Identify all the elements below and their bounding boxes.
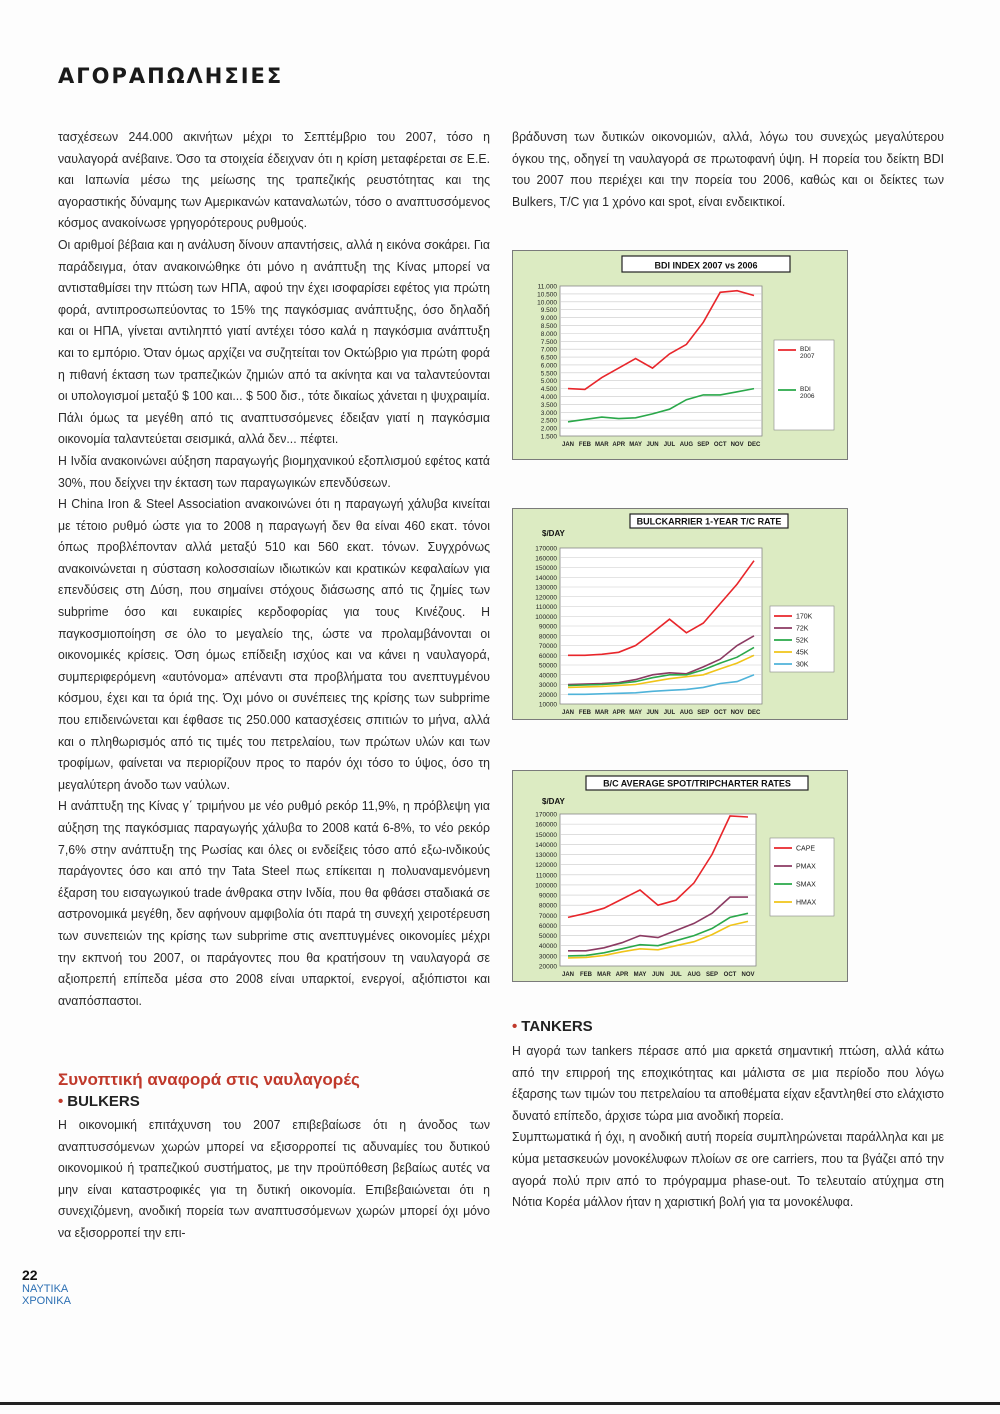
chart-title: BULCKARRIER 1-YEAR T/C RATE [636,516,782,527]
legend-label: BDI [800,346,811,353]
y-tick-label: 70000 [538,643,557,650]
y-axis-label: $/DAY [542,797,565,806]
x-tick-label: APR [612,442,626,448]
y-tick-label: 150000 [535,565,557,572]
magazine-name: ΝΑΥΤΙΚΑ [22,1283,69,1295]
x-tick-label: OCT [723,972,737,978]
x-tick-label: DEC [747,710,761,716]
x-tick-label: JUN [646,710,659,716]
y-tick-label: 4.500 [540,386,557,394]
paragraph: Η China Iron & Steel Association ανακοινώνει ότι η παραγωγή χάλυβα κινείται με τέτοιο ρυθμό ώστε για το 2008 η παραγωγή δεν θα είναι 460 εκατ. τόνοι όπως προβλέπονταν αλλά μεταξύ 510 και 560 εκατ. τόνων. Συγχρόνως ανακοινώνεται η σύσταση κολοσσιαίων ιδιωτικών και κρατικών κεφαλαίων για επενδύσεις στη Δύση, που σημαίνει στόχους διάσωσης από τις ζημίες των subprime όσο και ευκαιρίες κερδοφορίας για τους Κινέζους. Η παγκοσμιοποίηση σε όλο το μεγαλείο της, ώστε να προλαμβάνονται οι οικονομικές κρίσεις. Όση όμως επίδειξη ισχύος και να κάνει η ναυλαγορά, συμπεριφερόμενη «αυτόνομα» απέναντι στα προβλήματα του ανεπτυγμένου κόσμου, έχει και τα όριά της. Όχι μόνο οι συνέπειες της κρίσης των subprime που επιδεινώνεται και έφθασε τις 250.000 κατασχέσεις σπιτιών το μήνα, αλλά και ο πληθωρισμός από τις τιμές του πετρελαίου, των πρώτων υλών και των τροφίμων, φαίνεται να περιορίζουν προς το παρόν όχι τόσο το ύψος, όσο τη μεγαλύτερη άνοδο των ναύλων. [58,496,490,792]
x-tick-label: MAY [629,710,643,716]
paragraph: Οι αριθμοί βέβαια και η ανάλυση δίνουν απαντήσεις, αλλά η εικόνα σοκάρει. Για παράδειγμα, όταν ανακοινώθηκε ότι μόνο η ανάπτυξη της Κίνας μπορεί να αντισταθμίσει την πτώση των ΗΠΑ, αφού την έχει ισοφαρίσει εφέτος για πρώτη φορά, αντιπροσωπεύοντας το 15% της παγκόσμιας ανάπτυξης, όσο δηλαδή και οι ΗΠΑ, γίνεται αντιληπτό γιατί αντέχει τόσο καλά η παγκόσμια ανάπτυξη και το εμπόριο. Όταν όμως αρχίζει να συζητείται τον Οκτώβριο για πρώτη φορά η πιθανή έκταση των τραπεζικών ζημιών από τα ακίνητα και να ταλαντεύονται οι υπολογισμοί μεταξύ $ 100 και... $ 500 δισ., τότε δικαίως χάνεται η ψυχραιμία. Πάλι όμως τα μεγέθη από τις αναπτυσσόμενες έδειξαν γιατί η παγκόσμια οικονομία ταλαντεύεται σεισμικά, αλλά δεν... πέφτει. [58,236,490,447]
legend-label: SMAX [796,881,816,889]
x-tick-label: SEP [705,972,719,978]
legend-label: 30K [796,661,809,669]
spot-rate-chart [512,770,848,982]
y-tick-label: 5.000 [540,378,557,386]
left-column [58,126,490,1011]
y-tick-label: 110000 [535,604,557,611]
y-tick-label: 7.500 [540,338,557,346]
legend-label: 72K [796,625,809,633]
tankers-heading-text: TANKERS [521,1018,593,1035]
x-tick-label: JAN [561,972,575,978]
y-tick-label: 2.000 [540,425,557,433]
y-tick-label: 120000 [535,862,557,870]
y-tick-label: 170000 [535,545,557,553]
y-tick-label: 130000 [535,584,557,592]
x-tick-label: OCT [713,442,727,448]
x-tick-label: JAN [561,442,575,448]
x-tick-label: JUN [651,972,665,978]
y-tick-label: 100000 [535,613,557,621]
bulkers-paragraph: Η οικονομική επιτάχυνση του 2007 επιβεβαίωσε ότι η άνοδος των αναπτυσσόμενων χωρών μπορεί να εξισορροπεί τις αδυναμίες του δυτικού οικονομικού ή τραπεζικού συστήματος, με την προϋπόθεση βεβαίως αυτές να μην είναι καταστροφικές για τη δυτική οικονομία. Επιβεβαιώνεται ότι η συνεχιζόμενη, ανοδική πορεία των αναπτυσσόμενων χωρών μπορεί όχι μόνο να εξισορροπεί την επι- [58,1117,490,1240]
x-tick-label: JUL [670,972,682,978]
y-tick-label: 9.500 [540,307,557,315]
page-number: 22 [22,1267,38,1283]
page-footer [22,1267,71,1307]
y-tick-label: 110000 [535,872,557,880]
legend-label: PMAX [796,863,816,871]
legend-label: 2006 [800,393,815,400]
chart-title: BDI INDEX 2007 vs 2006 [654,260,758,271]
y-tick-label: 3.500 [540,401,557,409]
y-tick-label: 8.500 [540,322,557,330]
y-tick-label: 40000 [538,943,557,951]
y-tick-label: 50000 [538,933,557,941]
y-tick-label: 160000 [535,555,557,563]
y-tick-label: 10.500 [537,291,557,299]
y-tick-label: 30000 [538,682,557,689]
legend-label: HMAX [796,899,817,907]
bulkers-heading [58,1093,140,1110]
paragraph: Η ανάπτυξη της Κίνας γ΄ τριμήνου με νέο ρυθμό ρεκόρ 11,9%, η πρόβλεψη για αύξηση της παγκόσμιας παραγωγής χάλυβα το 2008 κατά 6-8%, το νέο ρεκόρ 7,6% στην ανάπτυξη της Ρωσίας και όλες οι ενδείξεις τόσο από εξω-ινδικούς παράγοντες όσο και από την Tata Steel πως επίκειται η πολυαναμενόμενη έξαρση του εισαγωγικού trade άνθρακα στην Ινδία, που θα φθάσει σταδιακά σε αστρονομικά μεγέθη, δεν αφήνουν αμφιβολία ότι παρά τη συνεχή χειροτέρευση των συνεπειών της κρίσης των subprime στις ανεπτυγμένες οικονομίες μέχρι την εκπνοή του 2007, οι παράγοντες που θα κρατήσουν τη ναυλαγορά σε αξιοπρεπή επίπεδα μέσα στο 2008 είναι υπαρκτοί, ενεργοί, αξιόπιστοι και αναπόσπαστοι. [58,798,490,1008]
y-tick-label: 11.000 [537,283,557,291]
y-tick-label: 140000 [535,841,557,849]
y-tick-label: 6.000 [540,362,557,370]
paragraph: Η Ινδία ανακοινώνει αύξηση παραγωγής βιομηχανικού εξοπλισμού εφέτος κατά 30%, που δείχνει την έκταση των παραγωγικών επενδύσεων. [58,452,490,490]
y-tick-label: 160000 [535,821,557,829]
bullet-icon: • [58,1093,64,1110]
y-axis-label: $/DAY [542,529,565,538]
y-tick-label: 140000 [535,574,557,582]
legend-label: 170K [796,613,813,621]
x-tick-label: OCT [713,710,727,716]
x-tick-label: FEB [580,972,592,978]
y-tick-label: 20000 [538,963,557,971]
chart-title: B/C AVERAGE SPOT/TRIPCHARTER RATES [603,778,791,789]
paragraph: τασχέσεων 244.000 ακινήτων μέχρι το Σεπτέμβριο του 2007, τόσο η ναυλαγορά ανέβαινε. Όσο τα στοιχεία έδειχναν ότι η κρίση μεταφέρεται σε Ε.Ε. και Ιαπωνία μέσω της μείωσης της τραπεζικής ρευστότητας και της αγοραστικής δύναμης των Αμερικανών καταναλωτών, τόσο ο αναπτυσσόμενος κόσμος ανακοίνωσε γρηγορότερους ρυθμούς. [58,129,490,231]
x-tick-label: DEC [747,442,761,448]
tc-rate-chart [512,508,848,720]
x-tick-label: JAN [561,710,575,716]
y-tick-label: 80000 [538,902,557,910]
bulkers-heading-text: BULKERS [67,1093,140,1110]
x-tick-label: JUL [663,442,676,448]
bullet-icon: • [512,1018,518,1035]
y-tick-label: 120000 [535,594,557,602]
y-tick-label: 170000 [535,811,557,819]
y-tick-label: 80000 [538,633,557,641]
y-tick-label: 9.000 [540,315,557,323]
x-tick-label: MAR [594,442,609,448]
bulkers-block [58,1114,490,1244]
x-tick-label: MAR [594,710,609,716]
x-tick-label: JUL [663,710,676,716]
y-tick-label: 10000 [538,701,557,709]
x-tick-label: AUG [687,972,701,978]
x-tick-label: FEB [578,710,591,716]
x-tick-label: MAY [633,972,647,978]
y-tick-label: 30000 [538,953,557,961]
tankers-heading [512,1018,593,1035]
y-tick-label: 60000 [538,922,557,930]
x-tick-label: APR [612,710,626,716]
right-column [512,126,944,212]
x-tick-label: APR [615,972,629,978]
y-tick-label: 10.000 [537,299,557,307]
x-tick-label: NOV [730,710,744,716]
legend-label: 2007 [800,353,815,360]
bdi-chart [512,250,848,460]
y-tick-label: 2.500 [540,417,557,425]
x-tick-label: SEP [697,710,710,716]
tankers-block [512,1040,944,1213]
legend-label: CAPE [796,845,816,853]
y-tick-label: 20000 [538,691,557,699]
magazine-name: ΧΡΟΝΙΚΑ [22,1295,71,1307]
y-tick-label: 130000 [535,852,557,860]
tankers-paragraph: Συμπτωματικά ή όχι, η ανοδική αυτή πορεία συμπληρώνεται παράλληλα και με κύμα μετασκευών μονοκέλυφων πλοίων σε ore carriers, που τα βγάζει από την αγορά πολύ πριν από το πρόγραμμα phase-out. Το τελευταίο ατύχημα στη Νότια Κορέα μάλλον ήταν η χαριστική βολή για τα μονοκέλυφα. [512,1129,944,1210]
x-tick-label: AUG [679,710,694,716]
legend-label: 52K [796,637,809,645]
y-tick-label: 1.500 [540,433,557,441]
x-tick-label: FEB [578,442,591,448]
y-tick-label: 50000 [538,662,557,670]
x-tick-label: SEP [697,442,710,448]
summary-heading: Συνοπτική αναφορά στις ναυλαγορές [58,1070,360,1089]
tankers-paragraph: Η αγορά των tankers πέρασε από μια αρκετά σημαντική πτώση, αλλά κάτω από την επιρροή της εποχικότητας και μάλιστα σε μια περίοδο που λόγω έξαρσης των τιμών του πετρελαίου τα αποθέματα είχαν εξαντληθεί στο ελάχιστο δυνατό επίπεδο, άρχισε τώρα μια ανοδική πορεία. [512,1043,944,1123]
plot-area [560,814,756,966]
y-tick-label: 8.000 [540,330,557,338]
y-tick-label: 7.000 [540,346,557,354]
y-tick-label: 4.000 [540,394,557,402]
y-tick-label: 40000 [538,672,557,680]
section-title: ΑΓΟΡΑΠΩΛΗΣΙΕΣ [58,64,284,88]
x-tick-label: NOV [730,442,744,448]
y-tick-label: 6.500 [540,354,557,362]
y-tick-label: 90000 [538,623,557,631]
x-tick-label: JUN [646,442,659,448]
right-intro-paragraph: βράδυνση των δυτικών οικονομιών, αλλά, λόγω του συνεχώς μεγαλύτερου όγκου της, οδηγεί τη ναυλαγορά σε πρωτοφανή ύψη. Η πορεία του δείκτη BDI του 2007 που περιέχει και την πορεία του 2006, καθώς και οι δείκτες των Bulkers, T/C για 1 χρόνο και spot, είναι ενδεικτικοί. [512,129,944,209]
x-tick-label: NOV [741,972,755,978]
x-tick-label: MAY [629,442,643,448]
y-tick-label: 60000 [538,652,557,660]
x-tick-label: MAR [597,972,611,978]
y-tick-label: 150000 [535,831,557,839]
y-tick-label: 5.500 [540,370,557,378]
y-tick-label: 90000 [538,892,557,900]
legend-label: 45K [796,649,809,657]
bottom-rule [0,1402,1000,1405]
y-tick-label: 100000 [535,882,557,890]
y-tick-label: 3.000 [540,409,557,417]
x-tick-label: AUG [679,442,694,448]
y-tick-label: 70000 [538,912,557,920]
legend-label: BDI [800,386,811,393]
